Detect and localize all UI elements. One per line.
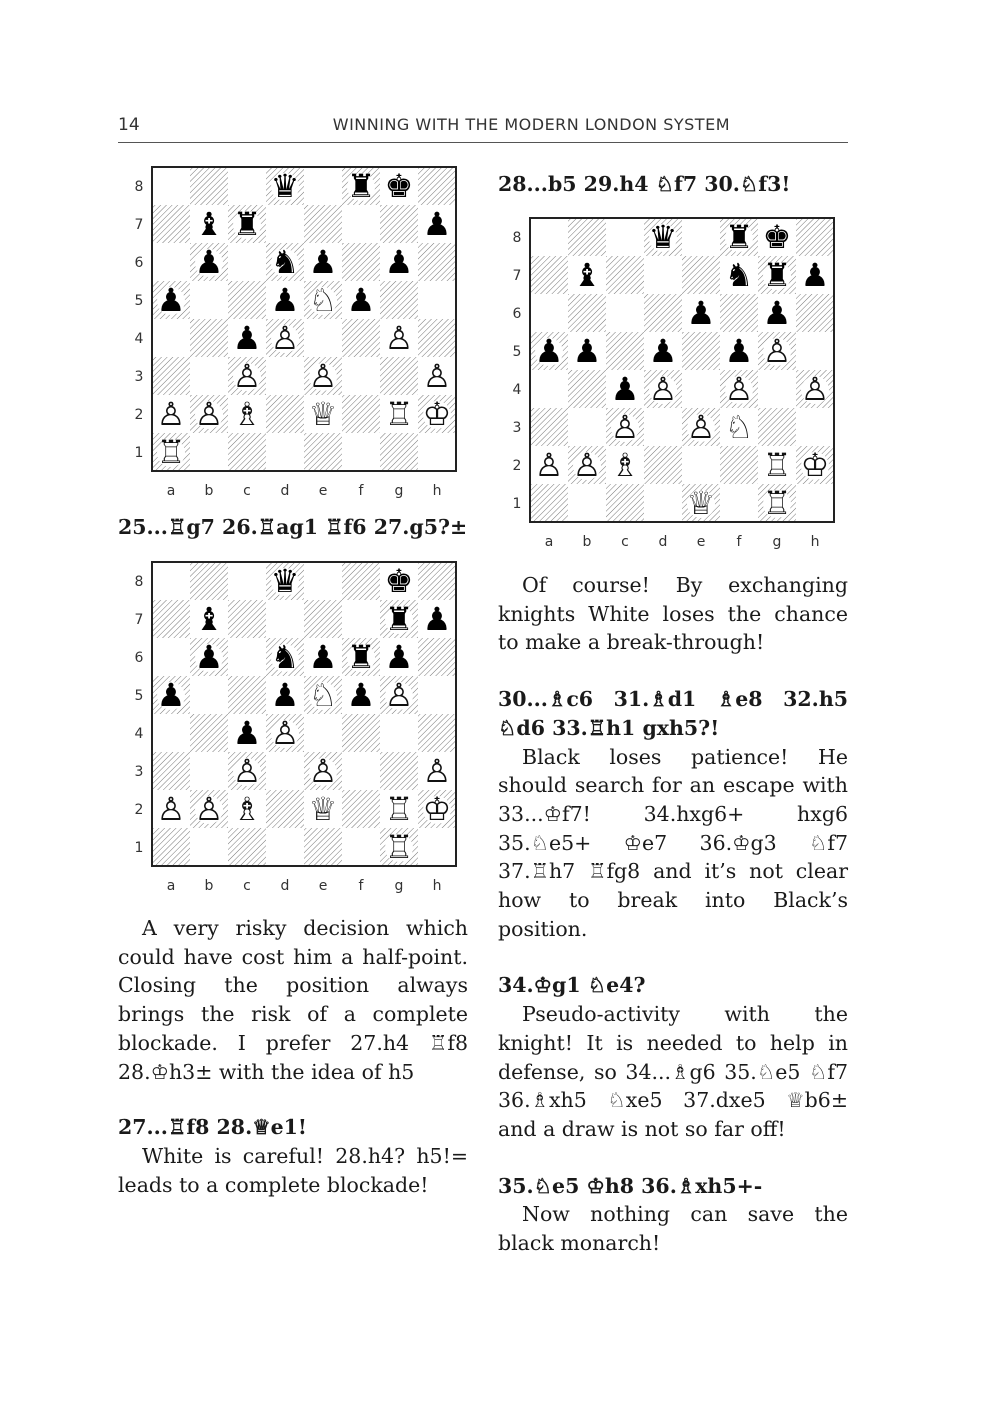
dark-square-d2 xyxy=(266,790,304,828)
file-label: f xyxy=(736,534,742,549)
dark-square-e5 xyxy=(682,332,720,370)
file-label: c xyxy=(621,534,629,549)
dark-square-d2 xyxy=(644,446,682,484)
black-pawn-icon: ♟ xyxy=(232,319,262,357)
white-king-icon: ♔ xyxy=(422,395,452,433)
black-pawn-icon: ♟ xyxy=(422,600,452,638)
black-bishop-icon: ♝ xyxy=(194,205,224,243)
dark-square-h8 xyxy=(796,218,834,256)
file-label: c xyxy=(243,483,251,498)
light-square-f7 xyxy=(342,205,380,243)
dark-square-e1 xyxy=(304,433,342,471)
dark-square-e1 xyxy=(304,828,342,866)
black-rook-icon: ♜ xyxy=(346,638,376,676)
light-square-c8 xyxy=(228,562,266,600)
white-pawn-icon: ♙ xyxy=(156,395,186,433)
white-pawn-icon: ♙ xyxy=(194,790,224,828)
white-knight-icon: ♘ xyxy=(308,676,338,714)
light-square-h5 xyxy=(418,281,456,319)
white-rook-icon: ♖ xyxy=(156,433,186,471)
white-pawn-icon: ♙ xyxy=(610,408,640,446)
white-pawn-icon: ♙ xyxy=(270,714,300,752)
light-square-g4 xyxy=(758,370,796,408)
light-square-e4 xyxy=(304,714,342,752)
white-pawn-icon: ♙ xyxy=(534,446,564,484)
file-label: g xyxy=(772,534,782,549)
rank-label: 8 xyxy=(512,230,522,246)
dark-square-a3 xyxy=(530,408,568,446)
rank-label: 5 xyxy=(134,688,144,704)
file-label: h xyxy=(810,534,820,549)
dark-square-e7 xyxy=(682,256,720,294)
black-king-icon: ♚ xyxy=(762,218,792,256)
dark-square-a1 xyxy=(152,828,190,866)
black-bishop-icon: ♝ xyxy=(194,600,224,638)
dark-square-d2 xyxy=(266,395,304,433)
move-notation: 28...b5 29.h4 ♘f7 30.♘f3! xyxy=(498,172,791,196)
light-square-e8 xyxy=(304,562,342,600)
light-square-d1 xyxy=(644,484,682,522)
white-bishop-icon: ♗ xyxy=(610,446,640,484)
black-pawn-icon: ♟ xyxy=(384,243,414,281)
dark-square-f2 xyxy=(342,395,380,433)
file-label: a xyxy=(166,878,176,893)
white-queen-icon: ♕ xyxy=(686,484,716,522)
file-label: d xyxy=(280,483,290,498)
black-rook-icon: ♜ xyxy=(384,600,414,638)
black-pawn-icon: ♟ xyxy=(384,638,414,676)
white-pawn-icon: ♙ xyxy=(648,370,678,408)
black-pawn-icon: ♟ xyxy=(308,243,338,281)
rank-label: 2 xyxy=(134,802,144,818)
dark-square-h6 xyxy=(418,243,456,281)
move-notation: 25...♖g7 26.♖ag1 ♖f6 27.g5?± xyxy=(118,515,468,539)
dark-square-h6 xyxy=(796,294,834,332)
rank-label: 2 xyxy=(134,407,144,423)
white-rook-icon: ♖ xyxy=(384,790,414,828)
light-square-h1 xyxy=(418,828,456,866)
light-square-f1 xyxy=(342,828,380,866)
black-rook-icon: ♜ xyxy=(346,167,376,205)
dark-square-h8 xyxy=(418,562,456,600)
light-square-f3 xyxy=(342,752,380,790)
chess-diagram-2 xyxy=(130,557,470,893)
rank-label: 7 xyxy=(134,612,144,628)
file-label: e xyxy=(318,483,328,498)
white-pawn-icon: ♙ xyxy=(270,319,300,357)
light-square-h3 xyxy=(796,408,834,446)
page-header xyxy=(118,112,848,143)
light-square-a6 xyxy=(152,638,190,676)
white-king-icon: ♔ xyxy=(800,446,830,484)
light-square-g4 xyxy=(380,714,418,752)
dark-square-f2 xyxy=(342,790,380,828)
right-text xyxy=(498,571,848,1258)
chess-board xyxy=(508,213,848,549)
light-square-d7 xyxy=(644,256,682,294)
dark-square-h4 xyxy=(418,319,456,357)
rank-label: 3 xyxy=(512,420,522,436)
white-pawn-icon: ♙ xyxy=(422,752,452,790)
file-label: h xyxy=(432,878,442,893)
black-pawn-icon: ♟ xyxy=(686,294,716,332)
light-square-f1 xyxy=(342,433,380,471)
light-square-e8 xyxy=(304,167,342,205)
white-pawn-icon: ♙ xyxy=(800,370,830,408)
white-pawn-icon: ♙ xyxy=(384,676,414,714)
white-king-icon: ♔ xyxy=(422,790,452,828)
file-label: b xyxy=(204,878,214,893)
dark-square-c7 xyxy=(606,256,644,294)
file-label: e xyxy=(318,878,328,893)
dark-square-a3 xyxy=(152,357,190,395)
light-square-d3 xyxy=(644,408,682,446)
rank-label: 7 xyxy=(512,268,522,284)
black-pawn-icon: ♟ xyxy=(156,676,186,714)
dark-square-g1 xyxy=(380,433,418,471)
light-square-b5 xyxy=(190,676,228,714)
white-pawn-icon: ♙ xyxy=(762,332,792,370)
dark-square-e7 xyxy=(304,600,342,638)
light-square-b3 xyxy=(568,408,606,446)
chess-board xyxy=(130,557,470,893)
dark-square-h6 xyxy=(418,638,456,676)
rank-label: 6 xyxy=(134,255,144,271)
black-pawn-icon: ♟ xyxy=(270,281,300,319)
black-knight-icon: ♞ xyxy=(724,256,754,294)
white-pawn-icon: ♙ xyxy=(194,395,224,433)
dark-square-h4 xyxy=(418,714,456,752)
light-square-b1 xyxy=(568,484,606,522)
white-queen-icon: ♕ xyxy=(308,790,338,828)
file-label: f xyxy=(358,483,364,498)
light-square-e4 xyxy=(304,319,342,357)
rank-label: 2 xyxy=(512,458,522,474)
light-square-c6 xyxy=(228,243,266,281)
black-bishop-icon: ♝ xyxy=(572,256,602,294)
black-pawn-icon: ♟ xyxy=(308,638,338,676)
white-pawn-icon: ♙ xyxy=(156,790,186,828)
dark-square-g7 xyxy=(380,205,418,243)
light-square-e4 xyxy=(682,370,720,408)
chess-diagram-3 xyxy=(508,213,848,549)
black-queen-icon: ♛ xyxy=(648,218,678,256)
paragraph: Now nothing can save the black monarch! xyxy=(498,1202,848,1256)
rank-label: 5 xyxy=(134,293,144,309)
file-label: e xyxy=(696,534,706,549)
dark-square-g3 xyxy=(380,752,418,790)
black-pawn-icon: ♟ xyxy=(534,332,564,370)
light-square-c6 xyxy=(606,294,644,332)
black-knight-icon: ♞ xyxy=(270,243,300,281)
page-number: 14 xyxy=(118,115,140,135)
white-rook-icon: ♖ xyxy=(384,395,414,433)
rank-label: 4 xyxy=(134,726,144,742)
file-label: g xyxy=(394,878,404,893)
white-pawn-icon: ♙ xyxy=(232,357,262,395)
dark-square-c5 xyxy=(228,676,266,714)
black-queen-icon: ♛ xyxy=(270,562,300,600)
light-square-c8 xyxy=(228,167,266,205)
black-pawn-icon: ♟ xyxy=(270,676,300,714)
light-square-f3 xyxy=(342,357,380,395)
rank-label: 6 xyxy=(134,650,144,666)
black-pawn-icon: ♟ xyxy=(610,370,640,408)
move-notation: 27...♖f8 28.♕e1! xyxy=(118,1115,307,1140)
chess-diagram-1 xyxy=(130,162,470,498)
light-square-d1 xyxy=(266,828,304,866)
light-square-d1 xyxy=(266,433,304,471)
dark-square-a7 xyxy=(530,256,568,294)
black-king-icon: ♚ xyxy=(384,167,414,205)
light-square-h5 xyxy=(418,676,456,714)
black-knight-icon: ♞ xyxy=(270,638,300,676)
white-pawn-icon: ♙ xyxy=(308,752,338,790)
black-pawn-icon: ♟ xyxy=(762,294,792,332)
right-move-1 xyxy=(498,170,848,199)
dark-square-g3 xyxy=(380,357,418,395)
light-square-b1 xyxy=(190,433,228,471)
black-king-icon: ♚ xyxy=(384,562,414,600)
white-knight-icon: ♘ xyxy=(308,281,338,319)
file-label: f xyxy=(358,878,364,893)
dark-square-b4 xyxy=(190,714,228,752)
white-bishop-icon: ♗ xyxy=(232,790,262,828)
running-title: WINNING WITH THE MODERN LONDON SYSTEM xyxy=(332,115,730,134)
light-square-a8 xyxy=(530,218,568,256)
dark-square-a1 xyxy=(530,484,568,522)
paragraph: Black loses patience! He should search for an escape with 33...♔f7! 34.hxg6+ hxg6 35.♘e5+ ♔e7 36.♔g3 ♘f7 37.♖h7 ♖fg8 and it’s not clear how to break into Black’s position. xyxy=(498,744,848,941)
dark-square-c1 xyxy=(228,433,266,471)
dark-square-b6 xyxy=(568,294,606,332)
rank-label: 6 xyxy=(512,306,522,322)
light-square-a8 xyxy=(152,562,190,600)
move-notation: 30...♗c6 31.♗d1 ♗e8 32.h5 ♘d6 33.♖h1 gxh5?! xyxy=(498,687,848,740)
file-label: d xyxy=(280,878,290,893)
paragraph: Of course! By exchanging knights White loses the chance to make a break-through! xyxy=(498,573,848,655)
black-pawn-icon: ♟ xyxy=(346,281,376,319)
dark-square-c5 xyxy=(228,281,266,319)
dark-square-a7 xyxy=(152,600,190,638)
dark-square-e7 xyxy=(304,205,342,243)
dark-square-c1 xyxy=(606,484,644,522)
black-queen-icon: ♛ xyxy=(270,167,300,205)
light-square-d3 xyxy=(266,357,304,395)
light-square-a6 xyxy=(152,243,190,281)
white-rook-icon: ♖ xyxy=(762,484,792,522)
light-square-h1 xyxy=(796,484,834,522)
white-knight-icon: ♘ xyxy=(724,408,754,446)
light-square-a4 xyxy=(530,370,568,408)
file-label: b xyxy=(582,534,592,549)
black-rook-icon: ♜ xyxy=(762,256,792,294)
white-pawn-icon: ♙ xyxy=(686,408,716,446)
black-pawn-icon: ♟ xyxy=(346,676,376,714)
black-pawn-icon: ♟ xyxy=(572,332,602,370)
rank-label: 7 xyxy=(134,217,144,233)
dark-square-f4 xyxy=(342,319,380,357)
move-notation: 34.♔g1 ♘e4? xyxy=(498,973,646,998)
white-rook-icon: ♖ xyxy=(384,828,414,866)
chess-board xyxy=(130,162,470,498)
dark-square-b8 xyxy=(568,218,606,256)
left-text xyxy=(118,914,468,1199)
dark-square-c7 xyxy=(228,600,266,638)
rank-label: 1 xyxy=(512,496,522,512)
white-pawn-icon: ♙ xyxy=(724,370,754,408)
file-label: a xyxy=(166,483,176,498)
paragraph: White is careful! 28.h4? h5!= leads to a complete blockade! xyxy=(118,1143,468,1197)
dark-square-b4 xyxy=(190,319,228,357)
black-pawn-icon: ♟ xyxy=(232,714,262,752)
light-square-b1 xyxy=(190,828,228,866)
light-square-c8 xyxy=(606,218,644,256)
light-square-e8 xyxy=(682,218,720,256)
light-square-d7 xyxy=(266,205,304,243)
black-pawn-icon: ♟ xyxy=(648,332,678,370)
paragraph: Pseudo-activity with the knight! It is needed to help in defense, so 34...♗g6 35.♘e5 ♘f7 36.♗xh5 ♘xe5 37.dxe5 ♕b6± and a draw is not so far off! xyxy=(498,1002,848,1141)
black-pawn-icon: ♟ xyxy=(422,205,452,243)
dark-square-f6 xyxy=(342,243,380,281)
dark-square-f4 xyxy=(342,714,380,752)
white-pawn-icon: ♙ xyxy=(308,357,338,395)
left-move-1 xyxy=(118,513,470,542)
rank-label: 3 xyxy=(134,369,144,385)
dark-square-f2 xyxy=(720,446,758,484)
black-pawn-icon: ♟ xyxy=(724,332,754,370)
white-pawn-icon: ♙ xyxy=(232,752,262,790)
rank-label: 8 xyxy=(134,574,144,590)
dark-square-g3 xyxy=(758,408,796,446)
file-label: g xyxy=(394,483,404,498)
rank-label: 8 xyxy=(134,179,144,195)
dark-square-c1 xyxy=(228,828,266,866)
dark-square-c5 xyxy=(606,332,644,370)
black-rook-icon: ♜ xyxy=(232,205,262,243)
rank-label: 4 xyxy=(512,382,522,398)
dark-square-f6 xyxy=(720,294,758,332)
light-square-a4 xyxy=(152,319,190,357)
light-square-d7 xyxy=(266,600,304,638)
black-pawn-icon: ♟ xyxy=(800,256,830,294)
file-label: a xyxy=(544,534,554,549)
light-square-f1 xyxy=(720,484,758,522)
dark-square-b4 xyxy=(568,370,606,408)
dark-square-a3 xyxy=(152,752,190,790)
white-pawn-icon: ♙ xyxy=(572,446,602,484)
rank-label: 4 xyxy=(134,331,144,347)
dark-square-b8 xyxy=(190,562,228,600)
file-label: b xyxy=(204,483,214,498)
light-square-a8 xyxy=(152,167,190,205)
file-label: d xyxy=(658,534,668,549)
black-pawn-icon: ♟ xyxy=(156,281,186,319)
paragraph: A very risky decision which could have cost him a half-point. Closing the position always brings the risk of a complete blockade. I prefer 27.h4 ♖f8 28.♔h3± with the idea of h5 xyxy=(118,916,468,1084)
light-square-e2 xyxy=(682,446,720,484)
light-square-h1 xyxy=(418,433,456,471)
white-pawn-icon: ♙ xyxy=(384,319,414,357)
dark-square-h8 xyxy=(418,167,456,205)
dark-square-a7 xyxy=(152,205,190,243)
dark-square-g5 xyxy=(380,281,418,319)
dark-square-b8 xyxy=(190,167,228,205)
light-square-b3 xyxy=(190,752,228,790)
light-square-f7 xyxy=(342,600,380,638)
rank-label: 3 xyxy=(134,764,144,780)
rank-label: 1 xyxy=(134,840,144,856)
light-square-d3 xyxy=(266,752,304,790)
black-pawn-icon: ♟ xyxy=(194,638,224,676)
light-square-a4 xyxy=(152,714,190,752)
light-square-c6 xyxy=(228,638,266,676)
black-pawn-icon: ♟ xyxy=(194,243,224,281)
rank-label: 1 xyxy=(134,445,144,461)
rank-label: 5 xyxy=(512,344,522,360)
white-queen-icon: ♕ xyxy=(308,395,338,433)
move-notation: 35.♘e5 ♔h8 36.♗xh5+- xyxy=(498,1173,763,1198)
black-rook-icon: ♜ xyxy=(724,218,754,256)
dark-square-f8 xyxy=(342,562,380,600)
file-label: h xyxy=(432,483,442,498)
light-square-a6 xyxy=(530,294,568,332)
white-pawn-icon: ♙ xyxy=(422,357,452,395)
file-label: c xyxy=(243,878,251,893)
white-bishop-icon: ♗ xyxy=(232,395,262,433)
white-rook-icon: ♖ xyxy=(762,446,792,484)
dark-square-d6 xyxy=(644,294,682,332)
light-square-h5 xyxy=(796,332,834,370)
light-square-b5 xyxy=(190,281,228,319)
light-square-b3 xyxy=(190,357,228,395)
